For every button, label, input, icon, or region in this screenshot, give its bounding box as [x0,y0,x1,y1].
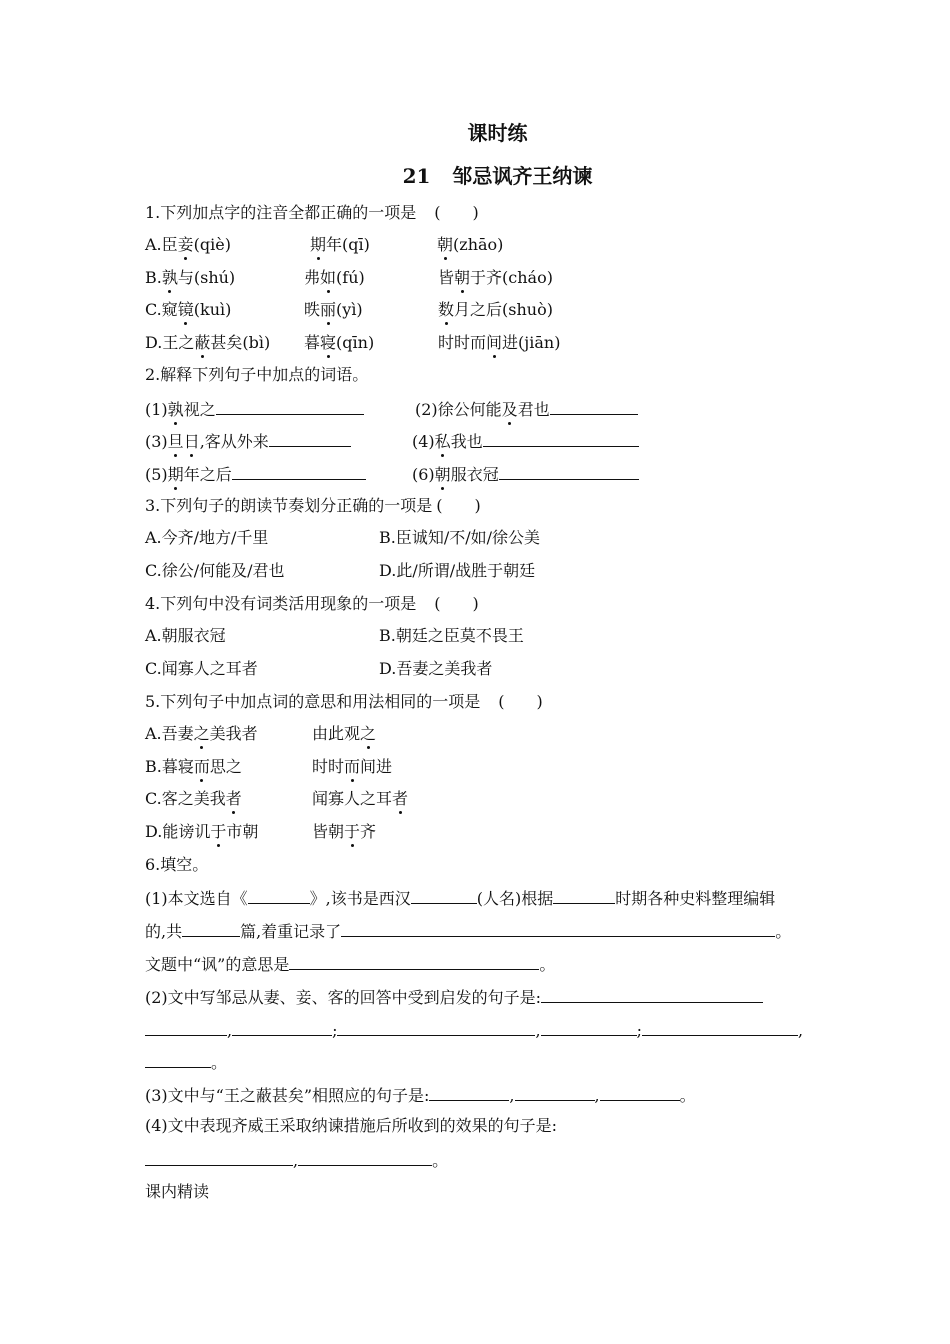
q5-option-a1: A.吾妻之美我者 [145,722,258,746]
answer-blank[interactable] [429,1082,509,1101]
q2-stem: 2.解释下列句子中加点的词语。 [145,365,369,384]
answer-blank[interactable] [550,396,638,415]
q6-stem: 6.填空。 [145,855,209,874]
answer-blank[interactable] [232,1017,332,1036]
q2-item-1: (1)孰视之 [145,396,364,420]
q1-option-d2: 暮寝(qīn) [304,331,374,355]
q5-option-a2: 由此观之 [312,722,376,746]
answer-blank[interactable] [642,1017,798,1036]
answer-blank[interactable] [553,885,615,904]
q6-part2-line1: (2)文中写邹忌从妻、妾、客的回答中受到启发的句子是: [145,984,763,1008]
answer-blank[interactable] [411,885,477,904]
q6-part1-line1: (1)本文选自《 》,该书是西汉 (人名)根据 时期各种史料整理编辑 [145,885,775,909]
answer-blank[interactable] [341,918,775,937]
lesson-name: 邹忌讽齐王纳谏 [452,164,593,188]
answer-blank[interactable] [269,428,351,447]
q1-option-d3: 时时而间进(jiān) [438,331,560,355]
answer-blank[interactable] [216,396,364,415]
answer-blank[interactable] [499,461,639,480]
answer-blank[interactable] [145,1017,227,1036]
q3-option-d: D.此/所谓/战胜于朝廷 [379,561,536,580]
q6-part1-line2: 的,共 篇,着重记录了 。 [145,918,791,942]
q5-option-c1: C.客之美我者 [145,787,242,811]
q5-option-d2: 皆朝于齐 [312,820,376,844]
q1-option-a1: A.臣妾(qiè) [145,233,231,257]
q2-item-3: (3)旦日,客从外来 [145,428,351,452]
answer-blank[interactable] [248,885,310,904]
q5-option-c2: 闻寡人之耳者 [312,787,408,811]
answer-blank[interactable] [600,1082,680,1101]
q6-part4-line2: , 。 [145,1147,448,1171]
q1-option-b3: 皆朝于齐(cháo) [438,266,553,290]
q3-option-a: A.今齐/地方/千里 [145,528,269,547]
q4-option-d: D.吾妻之美我者 [379,659,493,678]
q5-option-d1: D.能谤讥于市朝 [145,820,258,844]
q5-stem: 5.下列句子中加点词的意思和用法相同的一项是 ( ) [145,692,543,711]
q6-part1-line3: 文题中“讽”的意思是 。 [145,951,555,975]
q4-option-b: B.朝廷之臣莫不畏王 [379,626,524,645]
q1-option-a2: 期年(qī) [310,233,370,257]
answer-blank[interactable] [541,1017,637,1036]
q2-item-4: (4)私我也 [412,428,639,452]
answer-blank[interactable] [232,461,366,480]
answer-blank[interactable] [145,1049,211,1068]
q2-item-6: (6)朝服衣冠 [412,461,639,485]
q1-option-c1: C.窥镜(kuì) [145,298,231,322]
q3-stem: 3.下列句子的朗读节奏划分正确的一项是 ( ) [145,496,481,515]
q5-option-b2: 时时而间进 [312,755,392,779]
q4-option-a: A.朝服衣冠 [145,626,226,645]
q2-item-5: (5)期年之后 [145,461,366,485]
q6-part2-line3: 。 [145,1049,227,1073]
q1-option-b2: 弗如(fú) [304,266,365,290]
answer-blank[interactable] [337,1017,535,1036]
q1-option-b1: B.孰与(shú) [145,266,235,290]
page-title: 课时练 [467,121,528,145]
answer-blank[interactable] [298,1147,432,1166]
q1-option-c3: 数月之后(shuò) [438,298,553,322]
q4-option-c: C.闻寡人之耳者 [145,659,258,678]
lesson-title [0,160,950,189]
q6-part2-line2: , ; , ; , [145,1017,803,1041]
answer-blank[interactable] [483,428,639,447]
q3-option-c: C.徐公/何能及/君也 [145,561,285,580]
q1-option-a3: 朝(zhāo) [437,233,503,257]
q6-part4-line1: (4)文中表现齐威王采取纳谏措施后所收到的效果的句子是: [145,1116,558,1135]
answer-blank[interactable] [182,918,240,937]
q1-stem: 1.下列加点字的注音全都正确的一项是 ( ) [145,203,479,222]
q4-stem: 4.下列句中没有词类活用现象的一项是 ( ) [145,594,479,613]
q3-option-b: B.臣诚知/不/如/徐公美 [379,528,541,547]
section-heading-reading: 课内精读 [145,1182,210,1201]
answer-blank[interactable] [515,1082,595,1101]
q1-option-c2: 昳丽(yì) [304,298,363,322]
q5-option-b1: B.暮寝而思之 [145,755,242,779]
answer-blank[interactable] [289,951,539,970]
lesson-number: 21 [402,164,431,188]
q1-option-d1: D.王之蔽甚矣(bì) [145,331,270,355]
answer-blank[interactable] [541,984,763,1003]
answer-blank[interactable] [145,1147,293,1166]
q6-part3-line: (3)文中与“王之蔽甚矣”相照应的句子是: , , 。 [145,1082,696,1106]
q2-item-2: (2)徐公何能及君也 [415,396,638,420]
